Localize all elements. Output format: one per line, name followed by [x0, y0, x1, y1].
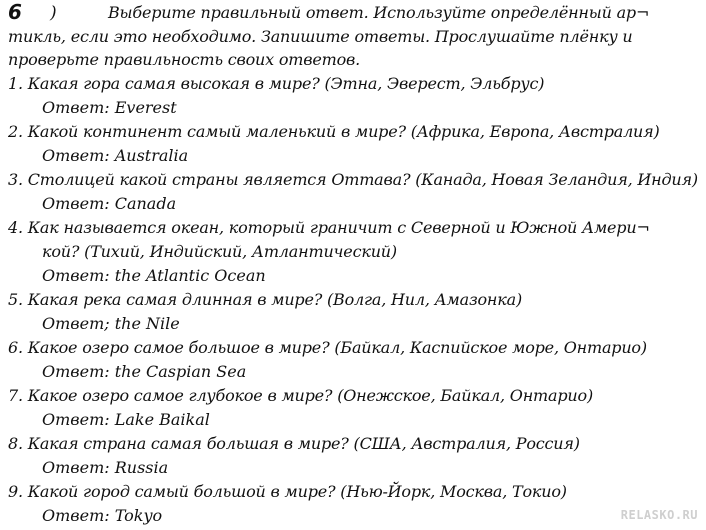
question-4-line-1: 4. Как называется океан, который граничит с Северной и Южной Амери¬: [8, 218, 650, 237]
question-5: 5. Какая река самая длинная в мире? (Волга, Нил, Амазонка): [8, 290, 522, 309]
instruction-line-1: Выберите правильный ответ. Используйте определённый ар¬: [108, 3, 650, 22]
answer-7: Ответ: Lake Baikal: [42, 410, 210, 429]
answer-8: Ответ: Russia: [42, 458, 169, 477]
question-2: 2. Какой континент самый маленький в мире? (Африка, Европа, Австралия): [8, 122, 660, 141]
answer-5: Ответ; the Nile: [42, 314, 180, 333]
question-3: 3. Столицей какой страны является Оттава? (Канада, Новая Зеландия, Индия): [8, 170, 698, 189]
answer-1: Ответ: Everest: [42, 98, 177, 117]
answer-2: Ответ: Australia: [42, 146, 189, 165]
exercise-number: 6: [8, 0, 22, 24]
question-9: 9. Какой город самый большой в мире? (Нью-Йорк, Москва, Токио): [8, 482, 567, 501]
question-4-line-2: кой? (Тихий, Индийский, Атлантический): [42, 242, 397, 261]
question-1: 1. Какая гора самая высокая в мире? (Этна, Эверест, Эльбрус): [8, 74, 545, 93]
instruction-line-2: тикль, если это необходимо. Запишите ответы. Прослушайте плёнку и: [8, 27, 633, 46]
answer-4: Ответ: the Atlantic Ocean: [42, 266, 266, 285]
watermark: RELASKO.RU: [620, 508, 698, 522]
question-6: 6. Какое озеро самое большое в мире? (Байкал, Каспийское море, Онтарио): [8, 338, 647, 357]
answer-6: Ответ: the Caspian Sea: [42, 362, 247, 381]
exercise-number-paren: ): [50, 3, 57, 23]
answer-9: Ответ: Tokyo: [42, 506, 163, 525]
question-7: 7. Какое озеро самое глубокое в мире? (Онежское, Байкал, Онтарио): [8, 386, 593, 405]
instruction-line-3: проверьте правильность своих ответов.: [8, 50, 361, 69]
question-8: 8. Какая страна самая большая в мире? (США, Австралия, Россия): [8, 434, 580, 453]
answer-3: Ответ: Canada: [42, 194, 177, 213]
